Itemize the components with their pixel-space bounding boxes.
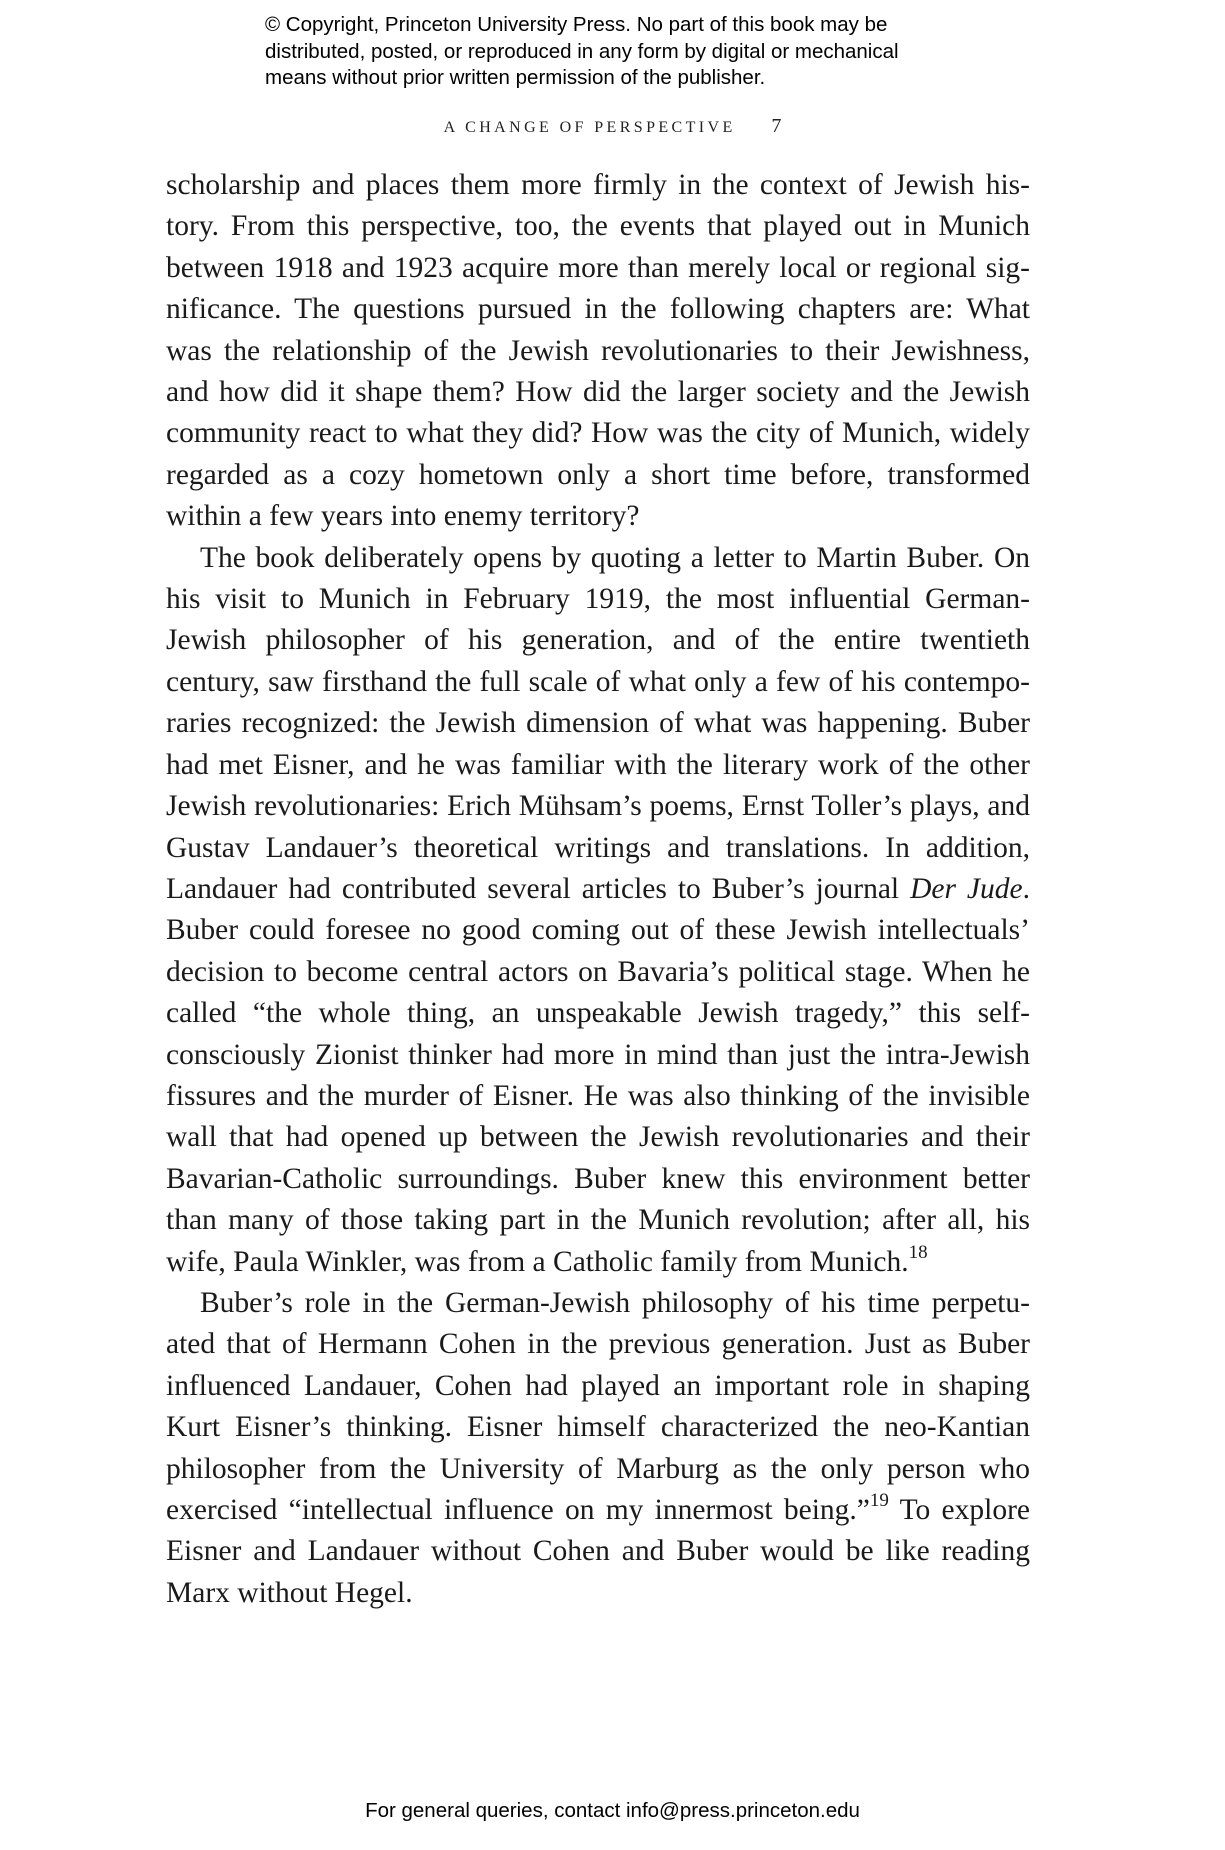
text-line: [166, 869, 1030, 910]
text-line: and how did it shape them? How did the larger society and the Jewish: [166, 376, 1030, 409]
text-line: than many of those taking part in the Munich revolution; after all, his: [166, 1204, 1030, 1237]
text-segment: .: [1022, 872, 1030, 905]
text-line: Buber could foresee no good coming out of these Jewish intellectuals’: [166, 914, 1030, 947]
text-segment: exercised “intellectual influence on my innermost being.”: [166, 1494, 870, 1526]
paragraph-3: [166, 1283, 1030, 1614]
footnote-ref[interactable]: 18: [908, 1241, 928, 1263]
text-line: philosopher from the University of Marburg as the only person who: [166, 1452, 1030, 1485]
footer-contact: For general queries, contact info@press.princeton.edu: [365, 1799, 860, 1822]
text-line: wall that had opened up between the Jewish revolutionaries and their: [166, 1121, 1030, 1154]
copyright-line: means without prior written permission of the publisher.: [265, 66, 766, 89]
text-line: had met Eisner, and he was familiar with the literary work of the other: [166, 748, 1030, 781]
text-line: [166, 1242, 1030, 1283]
running-head: [0, 115, 1225, 138]
text-line: community react to what they did? How was the city of Munich, widely: [166, 417, 1030, 450]
text-line: was the relationship of the Jewish revolutionaries to their Jewishness,: [166, 334, 1030, 367]
text-line: called “the whole thing, an unspeakable Jewish tragedy,” this self-: [166, 997, 1030, 1030]
text-segment: wife, Paula Winkler, was from a Catholic family from Munich.: [166, 1245, 909, 1278]
text-line: influenced Landauer, Cohen had played an important role in shaping: [166, 1369, 1030, 1402]
text-line: century, saw firsthand the full scale of what only a few of his contempo-: [166, 665, 1030, 698]
text-line: Gustav Landauer’s theoretical writings and translations. In addition,: [166, 831, 1030, 864]
copyright-line: © Copyright, Princeton University Press. No part of this book may be: [265, 13, 888, 36]
body-text: [166, 165, 1030, 1614]
text-line: Kurt Eisner’s thinking. Eisner himself characterized the neo-Kantian: [166, 1411, 1030, 1444]
text-line: Eisner and Landauer without Cohen and Buber would be like reading: [166, 1535, 1030, 1568]
text-line: tory. From this perspective, too, the events that played out in Munich: [166, 210, 1030, 243]
text-line: fissures and the murder of Eisner. He was also thinking of the invisible: [166, 1079, 1030, 1112]
running-head-title: A CHANGE OF PERSPECTIVE: [443, 119, 736, 136]
text-line: [166, 1490, 1030, 1531]
text-line: scholarship and places them more firmly in the context of Jewish his-: [166, 169, 1030, 201]
paragraph-1: [166, 165, 1030, 538]
footnote-ref[interactable]: 19: [869, 1490, 889, 1511]
text-line: regarded as a cozy hometown only a short time before, transformed: [166, 458, 1030, 491]
copyright-notice: [265, 12, 1005, 92]
text-line: within a few years into enemy territory?: [166, 500, 640, 533]
text-line: consciously Zionist thinker had more in mind than just the intra-Jewish: [166, 1038, 1030, 1071]
text-line: Marx without Hegel.: [166, 1576, 413, 1609]
journal-title: Der Jude: [910, 872, 1023, 905]
text-line: ated that of Hermann Cohen in the previous generation. Just as Buber: [166, 1328, 1030, 1361]
text-line: his visit to Munich in February 1919, the most influential German-: [166, 583, 1030, 616]
text-line: Jewish philosopher of his generation, and of the entire twentieth: [166, 624, 1030, 657]
text-line: nificance. The questions pursued in the following chapters are: What: [166, 293, 1030, 326]
text-segment: To explore: [888, 1494, 1030, 1526]
copyright-line: distributed, posted, or reproduced in any form by digital or mechanical: [265, 39, 899, 63]
text-line: raries recognized: the Jewish dimension of what was happening. Buber: [166, 707, 1030, 740]
text-line: between 1918 and 1923 acquire more than merely local or regional sig-: [166, 251, 1030, 284]
text-segment: Landauer had contributed several articles to Buber’s journal: [166, 872, 900, 905]
paragraph-2: [166, 538, 1030, 1283]
text-line: decision to become central actors on Bavaria’s political stage. When he: [166, 955, 1030, 988]
text-line: The book deliberately opens by quoting a letter to Martin Buber. On: [200, 541, 1030, 574]
text-line: Jewish revolutionaries: Erich Mühsam’s poems, Ernst Toller’s plays, and: [166, 790, 1030, 823]
text-line: Bavarian-Catholic surroundings. Buber knew this environment better: [166, 1162, 1030, 1195]
text-line: Buber’s role in the German-Jewish philosophy of his time perpetu-: [200, 1286, 1030, 1319]
page-number: 7: [771, 115, 782, 137]
